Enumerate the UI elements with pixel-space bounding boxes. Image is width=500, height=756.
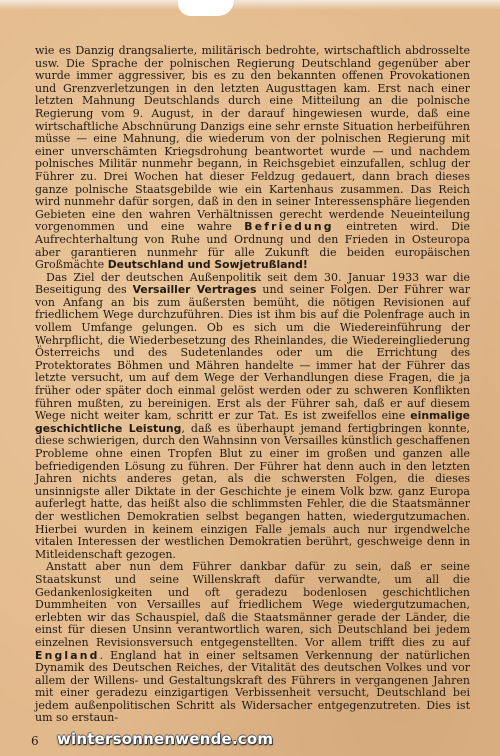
text-run: . England hat in einer seltsamen Verkennung der natürlichen Dynamik des Deutschen Reiches, der Vitalität des deutschen Volkes und vor allem der Willens- und Gestaltungskraft des Führers in vergangenen Jahren mit einer geradezu einzigartigen Verbissenheit versucht, Deutschland bei jedem außenpolitischen Schritt als Widersacher entgegenzutreten. Dies ist um so erstaun- bbox=[35, 648, 470, 725]
text-run: , daß es überhaupt jemand fertigbringen konnte, diese schwierigen, durch den Wahnsinn von Versailles künstlich geschaffenen Probleme ohne einen Tropfen Blut zu einer im großen und ganzen alle befriedigenden Lösung zu führen. Der Führer hat denn auch in den letzten Jahren nichts anderes getan, als die schwersten Folgen, die dieses unsinnigste aller Diktate in der Geschichte je einem Volk bzw. ganz Europa auferlegt hatte, das heißt also die schlimmsten Fehler, die die Staatsmänner der westlichen Demokratien selbst begangen hatten, wiedergutzumachen. Hierbei wurden in keinem einzigen Falle jemals auch nur irgendwelche vitalen Interessen der westlichen Demokratien berührt, geschweige denn in Mitleidenschaft gezogen. bbox=[35, 421, 470, 561]
text-run: eintreten wird. Die Aufrechterhaltung von Ruhe und Ordnung und den Frieden in Osteuropa aber garantieren nunmehr für alle Zukunft die beiden europäischen Großmächte bbox=[35, 220, 470, 272]
page-number: 6 bbox=[31, 734, 39, 748]
torn-corner bbox=[178, 0, 234, 16]
text-run: Anstatt aber nun dem Führer dankbar dafür zu sein, daß er seine Staatskunst und seine Willenskraft dafür verwandte, um all die Gedankenlosigkeiten und oft geradezu bodenlosen geschichtlichen Dummheiten von Versailles auf friedlichem Wege wiedergutzumachen, erlebten wir das Schauspiel, daß die Staatsmänner gerade der Länder, die einst für diesen Unsinn verantwortlich waren, sich Deutschland bei jedem einzelnen Revisionsversuch entgegenstellten. Vor allem trifft dies zu auf bbox=[35, 560, 470, 649]
text-run: Das Ziel der deutschen Außenpolitik seit dem 30. Januar 1933 war die Beseitigung des bbox=[35, 270, 470, 297]
paper-edge bbox=[0, 0, 500, 10]
text-run: wie es Danzig drangsalierte, militärisch bedrohte, wirtschaftlich abdrosselte usw. Die Sprache der polnischen Regierung Deutschland gegenüber aber wurde immer aggressiver, bis es zu den bekannten offenen Provokationen und Grenzverletzungen in den letzten Augusttagen kam. Erst nach einer letzten Mahnung Deutschlands durch eine Mitteilung an die polnische Regierung vom 9. August, in der darauf hingewiesen wurde, daß eine wirtschaftliche Abschnürung Danzigs eine sehr ernste Situation herbeiführen müsse — eine Mahnung, die wiederum von der polnischen Regierung mit einer unverschämten Kriegsdrohung beantwortet wurde — und nachdem polnisches Militär nunmehr begann, in Reichsgebiet einzufallen, schlug der Führer zu. Drei Wochen hat dieser Feldzug gedauert, dann brach dieses ganze polnische Staatsgebilde wie ein Kartenhaus zusammen. Das Reich wird nunmehr dafür sorgen, daß in den in seiner Interessensphäre liegenden Gebieten eine den wahren Verhältnissen gerecht werdende Neueinteilung vorgenommen und eine wahre bbox=[35, 44, 470, 234]
watermark: wintersonnenwende.com bbox=[57, 730, 274, 748]
emphasis-bold: einmalige geschichtliche Leistung bbox=[35, 409, 470, 435]
paragraph-2 bbox=[35, 272, 470, 562]
document-body bbox=[35, 45, 470, 725]
emphasis-spaced: Befriedung bbox=[244, 220, 334, 234]
text-run: und seiner Folgen. Der Führer war von Anfang an bis zum äußersten bemüht, die nötigen Revisionen auf friedlichem Wege durchzuführen. Dies ist ihm bis auf die Polenfrage auch in vollem Umfange gelungen. Ob es sich um die Wiedereinführung der Wehrpflicht, die Wiederbesetzung des Rheinlandes, die Wiedereingliederung Österreichs und des Sudetenlandes oder um die Errichtung des Protektorates Böhmen und Mähren handelte — immer hat der Führer das letzte versucht, um auf dem Wege der Verhandlungen diese Fragen, die ja früher oder später doch einmal gelöst werden oder zu schweren Konflikten führen mußten, zu bereinigen. Erst als der Führer sah, daß er auf diesem Wege nicht weiter kam, schritt er zur Tat. Es ist zweifellos eine bbox=[35, 283, 471, 423]
emphasis-bold: Deutschland und Sowjetrußland! bbox=[107, 258, 308, 272]
emphasis-spaced: England bbox=[35, 648, 100, 662]
emphasis-bold: Versailler Vertrages bbox=[132, 283, 257, 297]
paragraph-1 bbox=[35, 45, 470, 272]
paragraph-3 bbox=[35, 561, 470, 725]
